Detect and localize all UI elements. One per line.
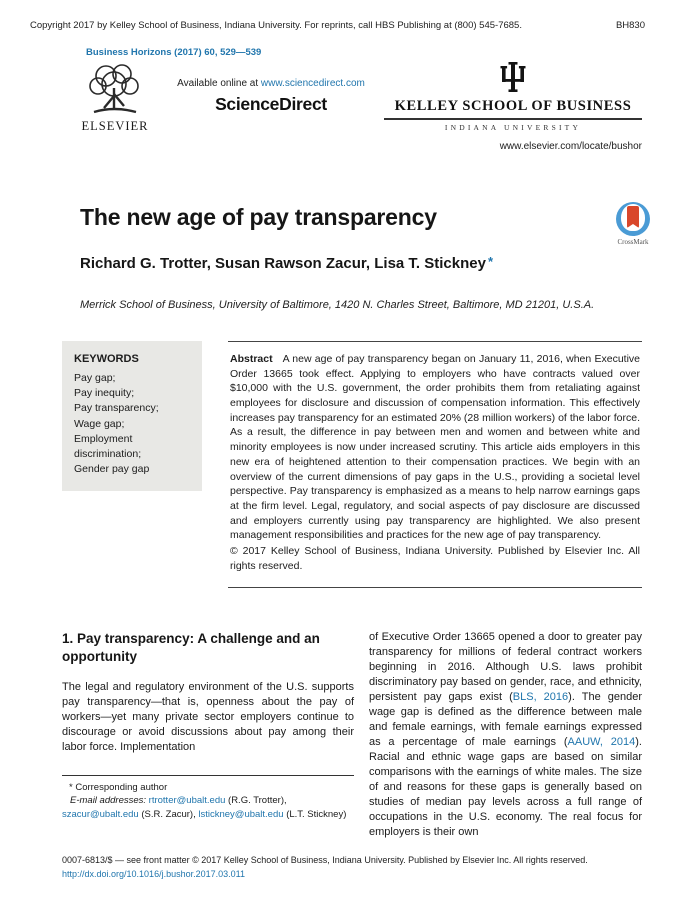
sciencedirect-block [158,62,384,115]
article-title: The new age of pay transparency [80,204,437,230]
abstract-paragraph [230,352,640,543]
kelley-school-wordmark: KELLEY SCHOOL OF BUSINESS [384,98,642,120]
keywords-heading: KEYWORDS [74,353,139,365]
front-matter-block [62,854,642,882]
crossmark-badge[interactable] [610,202,656,246]
right-column [369,630,642,839]
issn-copyright-line: 0007-6813/$ — see front matter © 2017 Kelley School of Business, Indiana University. Published by Elsevier Inc. All rights reserved. [62,854,588,865]
keywords-box [62,341,202,491]
reprint-copyright-line: Copyright 2017 by Kelley School of Business, Indiana University. For reprints, call HBS Publishing at (800) 545-7685. [30,20,522,31]
section-1-right-text: ). Racial and ethnic wage gaps are based on similar comparisons with the earnings of white males. The size of and reasons for these gaps is generally based on studies of median pay levels across a full range of occupations in the U.S. economy. The real focus for employers is their own [369,735,642,838]
article-body [62,630,642,839]
crossmark-label: CrossMark [617,238,649,246]
section-1-left-paragraph: The legal and regulatory environment of the U.S. supports pay transparency—that is, openness about the pay of workers—yet many private sector employers continue to discourage or avoid discussions about pay among their labor force. Implementation [62,680,354,753]
email-addresses-label: E-mail addresses: [70,795,147,807]
kelley-school-block [384,62,642,152]
title-block [80,204,649,311]
journal-header [0,58,700,152]
author-line [80,254,642,272]
elsevier-logo [72,62,158,134]
abstract-text: A new age of pay transparency began on January 11, 2016, when Executive Order 13665 took effect. Applying to employers who have contracts valued over $10,000 with the U.S. government, the order prohibits them from retaliating against employees for disclosure and discussion of compensation information. This effectively increases pay transparency for an estimated 20% (28 million workers) of the labor force. As a result, the difference in pay between men and women and between white and minority employees is now under increased scrutiny. This article aids employers in this new era of heightened attention to their compensation practices. We begin with an overview of the current dimensions of pay gaps in the U.S., providing a societal level perspective. Pay transparency is emphasized as a means to help narrow earnings gaps at the firm level. Legal, regulatory, and social aspects of pay disclosure are discussed and employers currently using pay transparency are highlighted. We also present management responsibilities and practices for the new age of pay transparency. [230,353,640,542]
corresponding-author-footnote [62,775,354,821]
email-owner-trotter: (R.G. Trotter), [225,795,287,807]
journal-citation[interactable]: Business Horizons (2017) 60, 529—539 [86,47,262,58]
email-addresses-line [62,794,354,821]
abstract-label: Abstract [230,353,273,365]
email-link-trotter[interactable]: rtrotter@ubalt.edu [148,795,226,807]
crossmark-icon [616,202,650,236]
document-code: BH830 [615,20,645,31]
section-1-heading: 1. Pay transparency: A challenge and an opportunity [62,631,320,665]
email-link-stickney[interactable]: lstickney@ubalt.edu [198,808,284,820]
sciencedirect-logo: ScienceDirect [215,94,327,114]
top-strip [0,0,700,31]
section-1-right-text: of Executive Order 13665 opened a door to greater pay transparency for millions of federal contract workers beginning in 2016. Although U.S. laws prohibit discriminatory pay based on gender, race, and ethnicity, persistent pay gaps exist ( [369,631,642,704]
affiliation-line: Merrick School of Business, University of Baltimore, 1420 N. Charles Street, Baltimore, MD 21201, U.S.A. [80,299,595,311]
citation-link-aauw-2014[interactable]: AAUW, 2014 [567,735,636,748]
indiana-university-label: INDIANA UNIVERSITY [444,123,582,132]
section-1-right-text: ). The gender wage gap is defined as the difference between male and female earnings, with female earnings expressed as a percentage of male earnings ( [369,691,642,748]
keyword-item: Pay inequity; [74,387,135,400]
elsevier-wordmark: ELSEVIER [81,119,149,133]
email-owner-zacur: (S.R. Zacur), [138,808,199,820]
keyword-item: Pay gap; [74,371,116,384]
available-online-line [158,78,384,89]
keyword-item: Gender pay gap [74,463,150,476]
email-link-zacur[interactable]: szacur@ubalt.edu [62,808,139,820]
citation-link-bls-2016[interactable]: BLS, 2016 [512,691,569,704]
abstract-copyright: © 2017 Kelley School of Business, Indiana University. Published by Elsevier Inc. All rights reserved. [230,544,640,572]
corresponding-author-asterisk[interactable]: * [487,254,494,269]
left-column [62,630,354,839]
available-online-prefix: Available online at [177,78,261,89]
sciencedirect-url-link[interactable]: www.sciencedirect.com [260,78,365,89]
elsevier-locate-url[interactable]: www.elsevier.com/locate/bushor [499,141,642,152]
abstract-section [62,341,642,588]
doi-link[interactable]: http://dx.doi.org/10.1016/j.bushor.2017.03.011 [62,868,245,879]
keyword-item: Wage gap; [74,417,125,430]
elsevier-tree-icon [84,62,146,118]
keyword-item: Pay transparency; [74,402,159,415]
abstract-column [228,341,642,588]
email-owner-stickney: (L.T. Stickney) [286,808,347,820]
author-names: Richard G. Trotter, Susan Rawson Zacur, Lisa T. Stickney [80,255,486,272]
corresponding-author-note: * Corresponding author [69,781,168,793]
indiana-university-trident-icon [500,62,526,94]
keyword-item: Employment discrimination; [74,432,142,461]
